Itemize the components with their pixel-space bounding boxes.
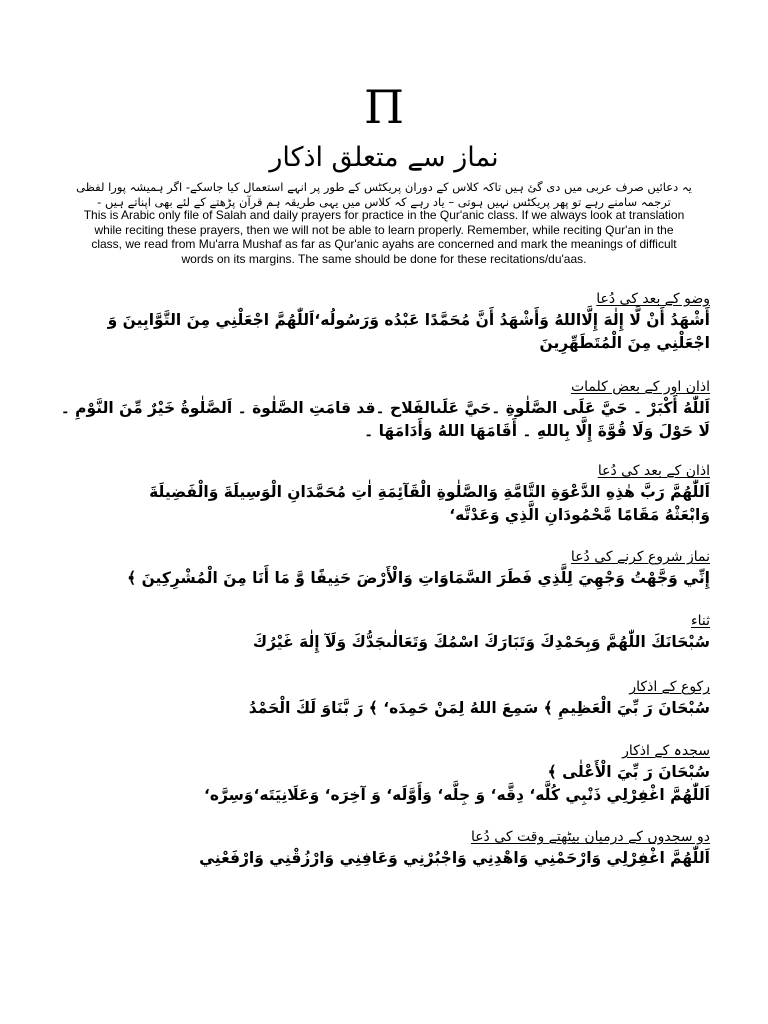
arabic-line: اَللّٰهُمَّ اغْفِرْلِي ذَنْبِي كُلَّه‘ دِقَّه‘ وَ جِلَّه‘ وَأَوَّلَه‘ وَ آخِرَه‘ وَعَلَانِيَتَه‘وَسِرَّه‘ — [203, 786, 710, 804]
section-heading: اذان اور کے بعض کلمات — [570, 379, 710, 395]
section-ruku-adhkar — [60, 678, 710, 720]
arabic-line: سُبْحَانَكَ اللّٰهُمَّ وَبِحَمْدِكَ وَتَبَارَكَ اسْمُكَ وَتَعَالٰىجَدُّكَ وَلَآ إِلٰهَ غَيْرُكَ — [252, 633, 710, 651]
arabic-line: أَشْهَدُ أَنْ لَّا إِلٰهَ إِلَّااللهُ وَأَشْهَدُ أَنَّ مُحَمَّدًا عَبْدُه وَرَسُولُه‘اَللّٰهُمَّ اجْعَلْنِي مِنَ التَّوَّابِينَ وَ اجْعَلْنِي مِنَ الْمُتَطَهِّرِينَ — [107, 311, 710, 352]
section-heading: وضو کے بعد کی دُعا — [596, 291, 710, 307]
arabic-line: سُبْحَانَ رَ بِّيَ الْأَعْلٰى ﴾ — [547, 763, 710, 781]
arabic-line: اَللّٰهُمَّ اغْفِرْلِي وَارْحَمْنِي وَاهْدِنِي وَاجْبُرْنِي وَعَافِنِي وَارْزُقْنِي وَارْفَعْنِي — [199, 849, 710, 867]
pi-symbol: Π — [363, 80, 405, 134]
english-intro-paragraph: This is Arabic only file of Salah and daily prayers for practice in the Qur'anic class. If we always look at translation while reciting these prayers, then we will not be able to learn properly. Remember, while reciting Qur'an in the class, we read from Mu'arra Mushaf as far as Qur'anic ayahs are concerned and mark the meanings of difficult words on its margins. The same should be done for these recitations/du'aas. — [83, 208, 685, 266]
arabic-line: اَللّٰهُ أَكْبَرْ ۔ حَيَّ عَلَى الصَّلٰوةِ ۔حَيَّ عَلَىالفَلاح ۔قد قامَتِ الصَّلٰوة ۔ اَلصَّلٰوةُ خَيْرٌ مِّنَ النَّوْمِ ۔ — [60, 399, 710, 417]
section-heading: اذان کے بعد کی دُعا — [597, 463, 710, 479]
section-adhan-phrases — [60, 378, 710, 443]
section-sajdah-adhkar — [60, 742, 710, 807]
page-title: نماز سے متعلق اذکار — [269, 142, 499, 173]
section-heading: نماز شروع کرنے کی دُعا — [570, 549, 710, 565]
section-between-sajdahs-dua — [60, 828, 710, 870]
section-heading: دو سجدوں کے درمیان بیٹھتے وقت کی دُعا — [470, 829, 710, 845]
urdu-intro-paragraph: یہ دعائیں صرف عربی میں دی گئ ہیں تاکہ کلاس کے دوران پریکٹس کے طور پر انہے استعمال کیا جاسکے- اگر ہمیشہ پورا لفظی ترجمہ سامنے رہے تو پھر پریکٹس نہیں ہوتی – یاد رہے کہ کلاس میں یہی طریقہ ہم قرآن پڑھتے کے لئے بھی اپناتے ہیں - — [76, 180, 692, 209]
arabic-line: لَا حَوْلَ وَلَا قُوَّةَ إِلَّا بِاللهِ ۔ أَقَامَهَا اللهُ وَأَدَامَهَا ۔ — [364, 422, 710, 440]
section-heading: رکوع کے اذکار — [629, 679, 710, 695]
section-after-adhan-dua — [60, 462, 710, 527]
arabic-line: وَابْعَثْهُ مَقَامًا مَّحْمُودَانِ الَّذِي وَعَدْتَّه‘ — [449, 506, 710, 524]
section-opening-dua — [60, 548, 710, 590]
section-wudu-dua — [60, 290, 710, 355]
section-heading: ثناء — [691, 613, 710, 629]
section-thana — [60, 612, 710, 654]
arabic-line: اَللّٰهُمَّ رَبَّ هٰذِهِ الدَّعْوَةِ التَّامَّةِ وَالصَّلٰوةِ الْقَآئِمَةِ اٰتِ مُحَمَّدَانِ الْوَسِيلَةَ وَالْفَضِيلَةَ — [149, 483, 710, 501]
section-heading: سجدہ کے اذکار — [622, 743, 710, 759]
arabic-line: إِنِّي وَجَّهْتُ وَجْهِيَ لِلَّذِي فَطَرَ السَّمَاوَاتِ وَالْأَرْضَ حَنِيفًا وَّ مَا أَنَا مِنَ الْمُشْرِكِينَ ﴾ — [127, 569, 710, 587]
arabic-line: سُبْحَانَ رَ بِّيَ الْعَظِيمِ ﴾ سَمِعَ اللهُ لِمَنْ حَمِدَه‘ ﴾ رَ بَّنَاوَ لَكَ الْحَمْدُ — [248, 699, 710, 717]
